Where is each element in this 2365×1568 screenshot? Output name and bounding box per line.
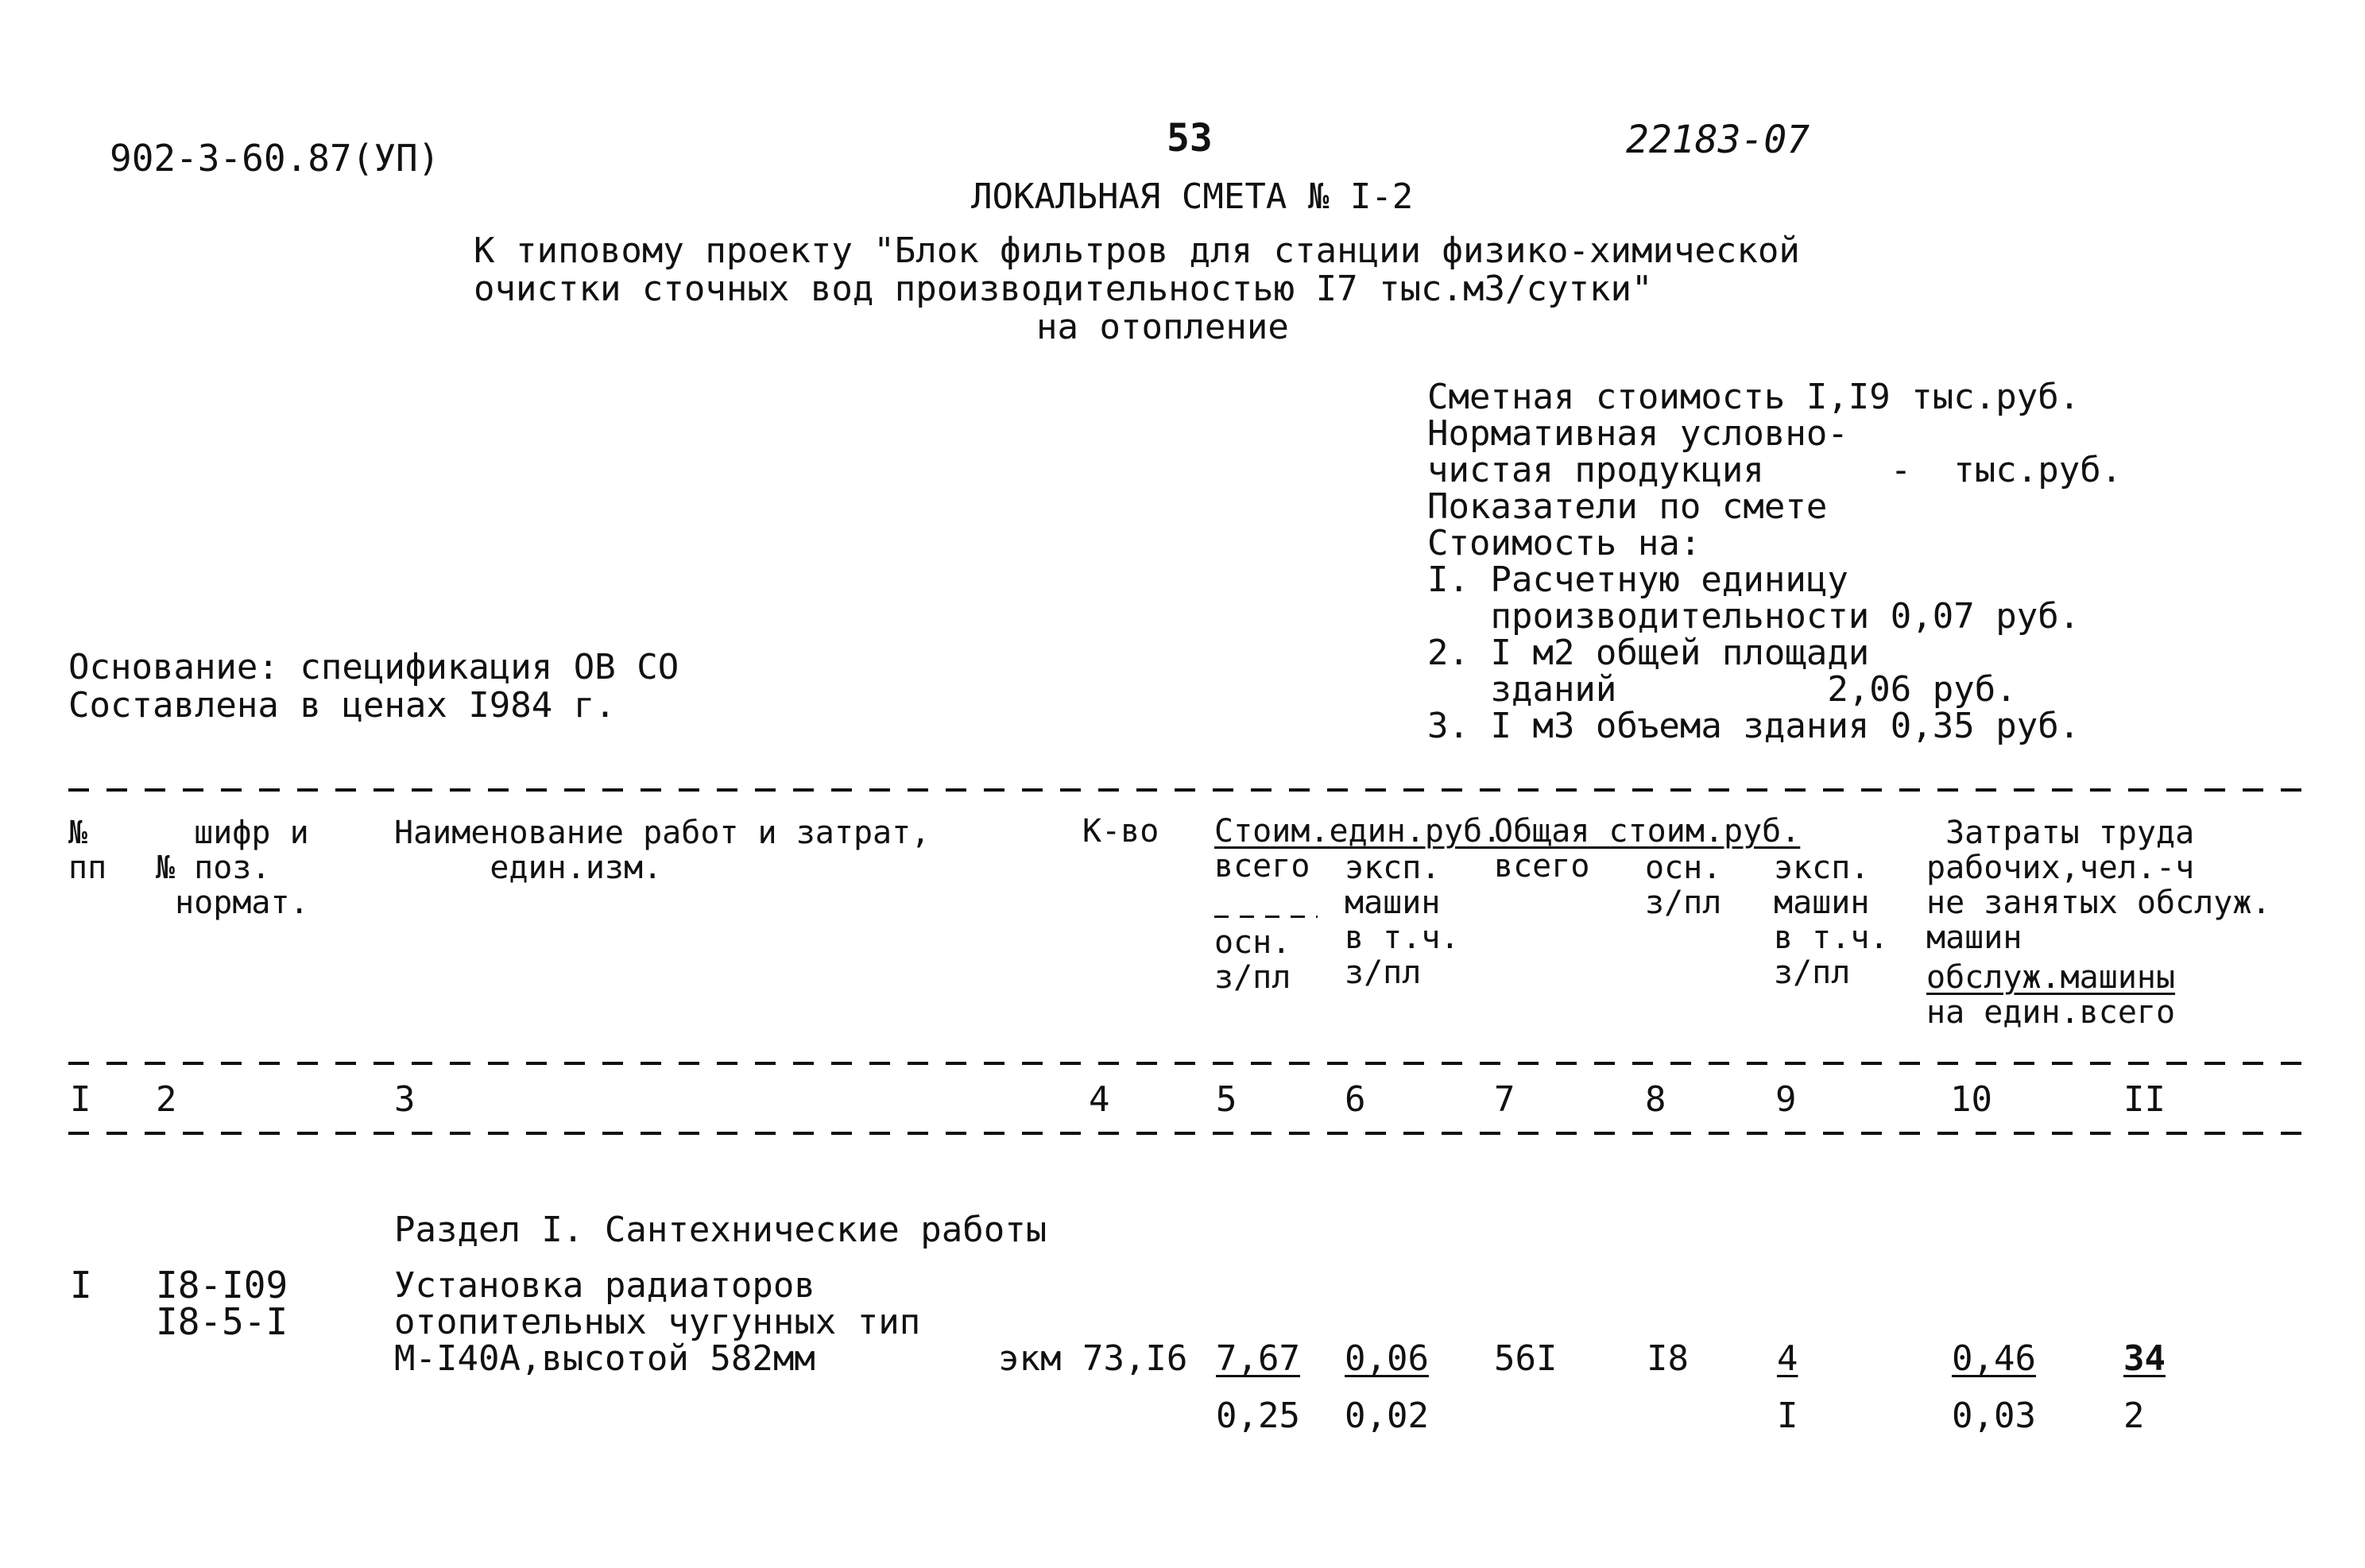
norm-code: I8-5-I — [156, 1300, 288, 1343]
col-header-total-machine: эксп. машин в т.ч. з/пл — [1774, 850, 1889, 991]
column-number: 3 — [394, 1079, 416, 1120]
summary-line: зданий 2,06 руб. — [1427, 669, 2017, 710]
row-number: I — [70, 1264, 92, 1307]
total-cost: 56I — [1494, 1338, 1558, 1379]
column-number: 2 — [156, 1079, 177, 1120]
work-name-line: отопительных чугунных тип — [394, 1302, 921, 1342]
col-header-unit-cost: Стоим.един.руб. — [1214, 813, 1502, 850]
summary-line: 3. I м3 объема здания 0,35 руб. — [1427, 706, 2081, 746]
summary-line: Сметная стоимость I,I9 тыс.руб. — [1427, 377, 2081, 417]
page-number: 53 — [1167, 116, 1213, 161]
total-cost-wage: I8 — [1647, 1338, 1689, 1379]
column-numbers-rule — [68, 1132, 2301, 1135]
col-header-labor-per-unit: на един.всего — [1926, 994, 2176, 1031]
estimate-heading: ЛОКАЛЬНАЯ СМЕТА № I-2 — [971, 176, 1414, 217]
title-line-2: очистки сточных вод производительностью I7 тыс.м3/сутки" — [474, 269, 1653, 309]
unit-cost-total: 7,67 — [1216, 1338, 1300, 1379]
unit-cost-machine-wage: 0,02 — [1345, 1396, 1429, 1436]
work-name-line: М-I40А,высотой 582мм — [394, 1338, 815, 1379]
column-number: I — [70, 1079, 91, 1120]
summary-line: чистая продукция - тыс.руб. — [1427, 450, 2123, 490]
title-line-3: на отопление — [1036, 307, 1289, 347]
col-header-total-wage: осн. з/пл — [1645, 850, 1722, 921]
norm-code: I8-I09 — [156, 1264, 288, 1307]
summary-line: 2. I м2 общей площади — [1427, 633, 1870, 673]
header-bottom-rule — [68, 1062, 2301, 1065]
col-header-code: шифр и № поз. нормат. — [156, 815, 309, 921]
unit-cost-wage: 0,25 — [1216, 1396, 1300, 1436]
column-number: 9 — [1775, 1079, 1797, 1120]
col-header-total: всего — [1494, 848, 1590, 885]
col-header-labor: Затраты труда рабочих,чел.-ч не занятых обслуж. машин — [1926, 815, 2271, 956]
col-header-unit-wage: осн. з/пл — [1214, 924, 1291, 996]
header-separator — [1214, 916, 1318, 918]
col-header-number: № пп — [68, 815, 107, 886]
labor-machine-total: 2 — [2123, 1396, 2145, 1436]
unit-cost-machine: 0,06 — [1345, 1338, 1429, 1379]
work-name-line: Установка радиаторов — [394, 1265, 815, 1306]
col-header-name: Наименование работ и затрат, един.изм. — [394, 815, 931, 886]
col-header-unit-total: всего — [1214, 848, 1310, 885]
album-code: 22183-07 — [1626, 118, 1810, 162]
column-number: 4 — [1089, 1079, 1110, 1120]
column-number: 10 — [1950, 1079, 1992, 1120]
document-code: 902-3-60.87(УП) — [110, 137, 440, 180]
basis-line-1: Основание: спецификация ОВ СО — [68, 647, 679, 687]
col-header-unit-machine: эксп. машин в т.ч. з/пл — [1345, 850, 1460, 991]
labor-per-unit: 0,46 — [1952, 1338, 2036, 1379]
col-header-total-cost: Общая стоим.руб. — [1494, 813, 1801, 850]
summary-line: Нормативная условно- — [1427, 413, 1848, 454]
column-number: 6 — [1345, 1079, 1366, 1120]
col-header-labor-machine: обслуж.машины — [1926, 959, 2176, 996]
unit-quantity: экм 73,I6 — [998, 1338, 1188, 1379]
summary-line: Стоимость на: — [1427, 523, 1701, 563]
basis-line-2: Составлена в ценах I984 г. — [68, 685, 616, 726]
section-title: Раздел I. Сантехнические работы — [394, 1210, 1047, 1250]
column-number: 5 — [1216, 1079, 1237, 1120]
col-header-quantity: К-во — [1082, 813, 1159, 850]
summary-line: I. Расчетную единицу — [1427, 559, 1848, 600]
title-line-1: К типовому проекту "Блок фильтров для станции физико-химической — [474, 230, 1800, 271]
total-cost-machine-wage: I — [1777, 1396, 1798, 1436]
summary-line: производительности 0,07 руб. — [1427, 596, 2081, 637]
table-top-rule — [68, 788, 2301, 792]
column-number: 7 — [1494, 1079, 1515, 1120]
labor-total: 34 — [2123, 1338, 2166, 1379]
column-number: 8 — [1645, 1079, 1666, 1120]
total-cost-machine: 4 — [1777, 1338, 1798, 1379]
column-number: II — [2123, 1079, 2166, 1120]
summary-line: Показатели по смете — [1427, 486, 1828, 527]
labor-machine-per-unit: 0,03 — [1952, 1396, 2036, 1436]
